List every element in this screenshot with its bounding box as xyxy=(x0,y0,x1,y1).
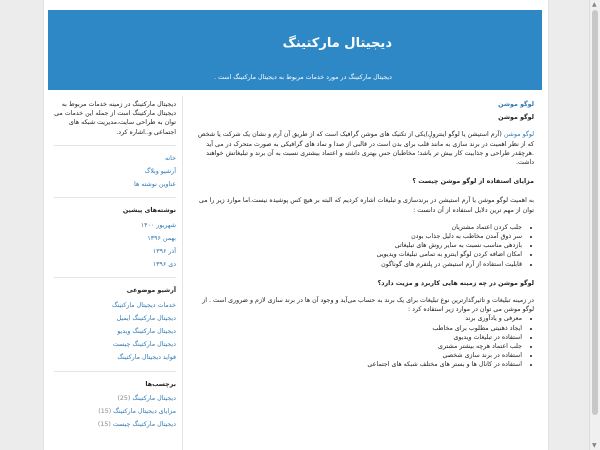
topic-link[interactable]: دیجیتال مارکتینگ ایمیل xyxy=(116,314,176,322)
link-home[interactable]: خانه xyxy=(165,154,176,162)
list-item: • استفاده در تبلیغات ویدیوی xyxy=(192,333,522,342)
benefits-list xyxy=(192,223,534,269)
archive-month-link[interactable]: شهریور ۱۴۰۰ xyxy=(140,221,176,229)
previous-posts-section xyxy=(54,197,176,269)
tag-count: (15) xyxy=(98,408,112,416)
link-archive[interactable]: آرشیو وبلاگ xyxy=(144,168,176,176)
page-scrollbar[interactable] xyxy=(589,0,600,450)
tag-link[interactable]: مزایای دیجیتال مارکتینگ xyxy=(113,408,176,416)
topic-link[interactable]: خدمات دیجیتال مارکتینگ xyxy=(111,301,176,309)
list-item: • جلب اعتماد هرچه بیشتر مشتری xyxy=(192,342,522,351)
list-item: • جلب کردن اعتماد مشتریان xyxy=(192,223,522,232)
scroll-up-icon[interactable]: ▲ xyxy=(592,1,597,8)
list-item: • سر ذوق آمدن مخاطب به دلیل جذاب بودن xyxy=(192,232,522,241)
topic-link[interactable]: دیجیتال مارکتینگ چیست xyxy=(112,341,176,349)
column-divider xyxy=(182,96,183,450)
list-item: • بازدهی مناسب نسبت به سایر روش های تبلیغاتی xyxy=(192,241,522,250)
blog-description: دیجیتال مارکتینگ در مورد خدمات مربوط به دیجیتال مارکتینگ است . xyxy=(214,74,392,81)
sidebar xyxy=(54,100,176,433)
tag-count: (15) xyxy=(97,421,111,429)
topic-link[interactable]: دیجیتال مارکتینگ ویدیو xyxy=(117,328,176,336)
list-item: • استفاده در کانال ها و بستر های مختلف شبکه های اجتماعی xyxy=(192,360,522,369)
scrollbar-thumb[interactable] xyxy=(592,10,598,415)
link-post-titles[interactable]: عناوین نوشته ها xyxy=(134,181,176,189)
intro-link[interactable]: لوگو موشن xyxy=(503,131,534,139)
post-subtitle: لوگو موشن xyxy=(498,114,534,122)
tag-link[interactable]: دیجیتال مارکتینگ چیست xyxy=(112,421,176,429)
blog-header xyxy=(48,10,542,90)
list-item: • قابلیت استفاده از آرم استیشن در پلتفرم های گوناگون xyxy=(192,260,522,269)
nav-links xyxy=(54,145,176,190)
list-item: • ایجاد ذهنیتی مطلوب برای مخاطب xyxy=(192,324,522,333)
benefits-heading: مزایای استفاده از لوگو موشن چیست ؟ xyxy=(412,178,534,186)
topic-link[interactable]: فواید دیجیتال مارکتینگ xyxy=(117,354,176,362)
list-item: • استفاده در برند سازی شخصی xyxy=(192,351,522,360)
about-text: دیجیتال مارکتینگ در زمینه خدمات مربوط به دیجیتال مارکتینگ است از جمله این خدمات می توان به طراحی سایت،مدیریت شبکه های اجتماعی و..اشاره کرد. xyxy=(54,101,176,136)
usage-list xyxy=(192,314,534,369)
blog-title[interactable]: دیجیتال مارکتینگ xyxy=(282,36,392,51)
archive-month-link[interactable]: بهمن ۱۳۹۶ xyxy=(147,234,176,242)
topics-title: آرشیو موضوعی xyxy=(126,287,176,295)
about-section xyxy=(54,100,176,137)
post-content xyxy=(192,100,534,370)
tags-section xyxy=(54,371,176,430)
intro-text: (آرم استیشن یا لوگو اینترولِ)یکی از تکنیک های موشن گرافیک است که از طریق آن آرم و نشان یک شرکت یا شخص که از نظر اهمیت در برند سازی به مانند قلب برای بدن است در قالبی از صدا و نماد های گرافیکی به صورت متحرک در می آید .هرچقدر طراحی و جذابیت کار بیش تر باشد؛ مخاطبان حس بهتری داشته و اعتماد بیشتری نسبت به آن برند و تبلیغاتش خواهند داشت. xyxy=(198,131,534,167)
usage-heading: لوگو موشن در چه زمینه هایی کاربرد و مزیت دارد؟ xyxy=(377,279,534,287)
list-item: • امکان اضافه کردن لوگو اینترو به تمامی تبلیغات ویدیویی xyxy=(192,250,522,259)
previous-posts-title: نوشته‌های پیشین xyxy=(122,207,176,215)
page xyxy=(44,0,548,450)
archive-month-link[interactable]: آذر ۱۳۹۶ xyxy=(152,248,176,256)
tag-count: (25) xyxy=(117,394,131,402)
list-item: • معرفی و یادآوری برند xyxy=(192,314,522,323)
tags-title: برچسب‌ها xyxy=(145,380,176,388)
benefits-intro: به اهمیت لوگو موشن یا آرم استیشن در برندسازی و تبلیغات اشاره کردیم که البته بر هیچ کس پوشیده نیست.اما موارد زیر را می توان از مهم ترین دلایل استفاده از آن دانست : xyxy=(199,197,534,214)
usage-intro: در زمینه تبلیغات و تاثیرگذارترین نوع تبلیغات برای یک برند به حساب می‌آید و وجود آن ها در برند سازی لازم و ضروری است . از لوگو موشن می توان در موارد زیر استفاده کرد : xyxy=(202,297,534,314)
tag-link[interactable]: دیجیتال مارکتینگ xyxy=(132,394,176,402)
scroll-down-icon[interactable]: ▼ xyxy=(592,442,597,449)
archive-month-link[interactable]: دی ۱۳۹۶ xyxy=(152,261,176,269)
topics-section xyxy=(54,277,176,362)
post-title[interactable]: لوگو موشن xyxy=(498,101,534,108)
intro-paragraph xyxy=(192,130,534,167)
